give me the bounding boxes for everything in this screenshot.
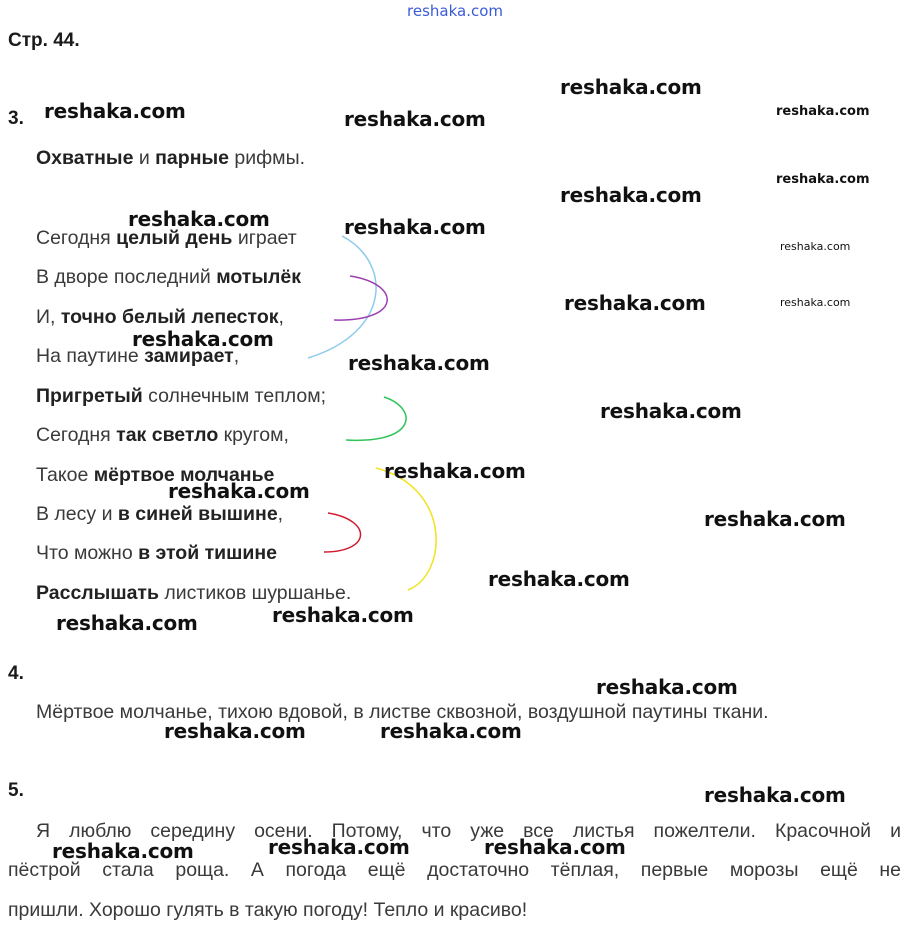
- rhyme-arc-red: [324, 513, 361, 552]
- bold-word: Расслышать: [36, 582, 159, 604]
- bold-word: целый день: [116, 227, 233, 249]
- text-run: ,: [278, 306, 284, 328]
- watermark: reshaka.com: [488, 567, 630, 591]
- watermark: reshaka.com: [484, 835, 626, 859]
- rhyme-arc-blue: [308, 236, 376, 358]
- task-5-line: Я люблю середину осени. Потому, что уже все листья пожелтели. Красочной и: [36, 820, 901, 842]
- top-watermark: reshaka.com: [407, 2, 503, 20]
- watermark: reshaka.com: [128, 207, 270, 231]
- text-run: ,: [277, 503, 284, 525]
- text-run: Что можно: [36, 542, 139, 564]
- text-run: И,: [36, 306, 61, 328]
- bold-word: Пригретый: [36, 385, 143, 407]
- watermark: reshaka.com: [560, 75, 702, 99]
- watermark: reshaka.com: [600, 399, 742, 423]
- bold-word: мотылёк: [216, 266, 301, 288]
- watermark: reshaka.com: [348, 351, 490, 375]
- watermark: reshaka.com: [564, 291, 706, 315]
- watermark: reshaka.com: [380, 719, 522, 743]
- task-3-number: 3.: [8, 108, 24, 129]
- text-run: Сегодня: [36, 227, 117, 249]
- task-5-line: пришли. Хорошо гулять в такую погоду! Тепло и красиво!: [8, 899, 528, 921]
- bold-word: Охватные: [36, 147, 134, 169]
- task-4-text: Мёртвое молчанье, тихою вдовой, в листве сквозной, воздушной паутины ткани.: [36, 701, 769, 723]
- bold-word: замирает: [144, 345, 234, 367]
- text-run: На паутине: [36, 345, 145, 367]
- bold-word: в этой тишине: [138, 542, 278, 564]
- watermark: reshaka.com: [52, 839, 194, 863]
- watermark: reshaka.com: [132, 327, 274, 351]
- watermark: reshaka.com: [44, 99, 186, 123]
- rhyme-arc-green: [346, 397, 406, 440]
- watermark: reshaka.com: [704, 507, 846, 531]
- text-run: рифмы.: [228, 147, 306, 169]
- watermark: reshaka.com: [780, 296, 851, 309]
- watermark: reshaka.com: [596, 675, 738, 699]
- bold-word: так светло: [116, 424, 219, 446]
- text-run: В дворе последний: [36, 266, 217, 288]
- page-title: Стр. 44.: [8, 30, 80, 51]
- text-run: В лесу и: [36, 503, 118, 525]
- watermark: reshaka.com: [384, 459, 526, 483]
- watermark: reshaka.com: [704, 783, 846, 807]
- watermark: reshaka.com: [780, 240, 851, 253]
- text-run: кругом,: [218, 424, 289, 446]
- bold-word: точно белый лепесток: [60, 306, 279, 328]
- text-run: ,: [233, 345, 240, 367]
- rhyme-arc-yellow: [376, 468, 436, 590]
- task-5-number: 5.: [8, 780, 24, 801]
- text-run: и: [133, 147, 156, 169]
- watermark: reshaka.com: [776, 172, 870, 187]
- watermark: reshaka.com: [168, 479, 310, 503]
- watermark: reshaka.com: [56, 611, 198, 635]
- bold-word: в синей вышине: [117, 503, 278, 525]
- watermark: reshaka.com: [560, 183, 702, 207]
- text-run: Такое: [36, 464, 94, 486]
- rhyme-arc-purple: [334, 276, 387, 320]
- bold-word: парные: [155, 147, 229, 169]
- watermark: reshaka.com: [272, 603, 414, 627]
- watermark: reshaka.com: [268, 835, 410, 859]
- text-run: Сегодня: [36, 424, 117, 446]
- watermark: reshaka.com: [344, 215, 486, 239]
- watermark: reshaka.com: [344, 107, 486, 131]
- text-run: листиков шуршанье.: [158, 582, 352, 604]
- text-run: играет: [232, 227, 297, 249]
- text-run: солнечным теплом;: [142, 385, 327, 407]
- watermark: reshaka.com: [164, 719, 306, 743]
- watermark: reshaka.com: [776, 104, 870, 119]
- task-4-number: 4.: [8, 663, 24, 684]
- bold-word: мёртвое молчанье: [93, 464, 275, 486]
- task-5-line: пёстрой стала роща. А погода ещё достаточно тёплая, первые морозы ещё не: [8, 859, 901, 881]
